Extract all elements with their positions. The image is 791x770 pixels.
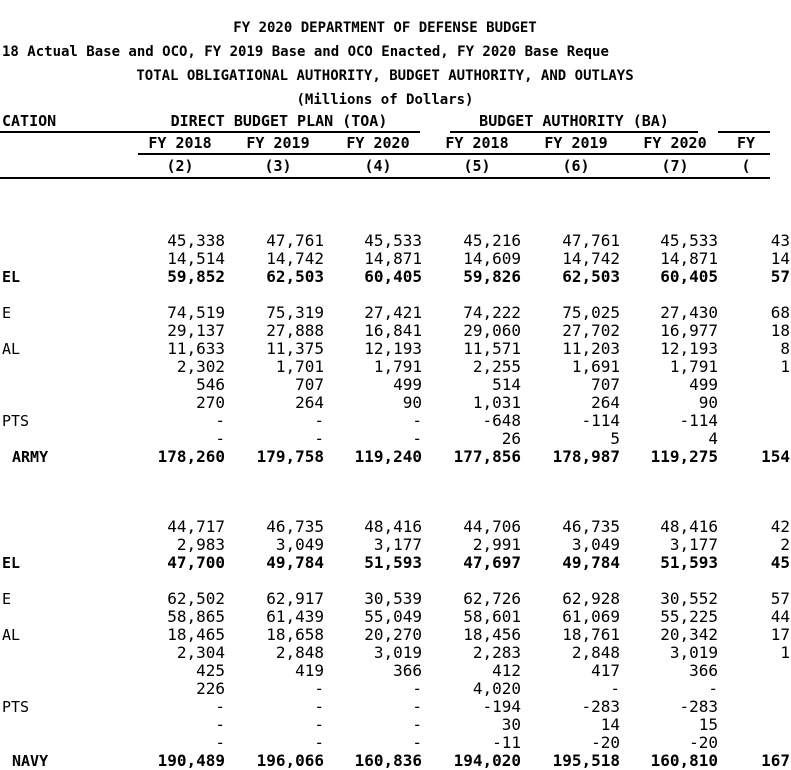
- ba-group-rule: [450, 131, 698, 133]
- column-number: (3): [264, 157, 292, 175]
- fiscal-year-header: FY 2020: [643, 134, 707, 152]
- table-cell: 4,020: [472, 679, 521, 698]
- table-cell: 2,304: [176, 643, 225, 662]
- table-cell: 12,193: [364, 339, 422, 358]
- table-cell: 27,702: [562, 321, 620, 340]
- table-cell: 412: [492, 661, 521, 680]
- ba-group-header: BUDGET AUTHORITY (BA): [479, 112, 669, 130]
- table-cell: 58,601: [463, 607, 521, 626]
- header-bottom-rule: [0, 177, 770, 179]
- table-cell: -: [314, 411, 324, 430]
- row-label: AL: [2, 340, 21, 358]
- table-cell: 154: [761, 447, 790, 466]
- table-cell: 62,502: [167, 589, 225, 608]
- column-number: (2): [166, 157, 194, 175]
- table-cell: 26: [501, 429, 521, 448]
- table-cell: 546: [196, 375, 225, 394]
- document-subtitle: 18 Actual Base and OCO, FY 2019 Base and OCO Enacted, FY 2020 Base Reque: [2, 44, 609, 60]
- fiscal-year-header: FY: [736, 134, 756, 152]
- table-cell: 14,871: [364, 249, 422, 268]
- table-cell: 18,658: [266, 625, 324, 644]
- table-cell: 2,283: [472, 643, 521, 662]
- table-cell: 3,177: [373, 535, 422, 554]
- outlays-group-rule: [718, 131, 770, 133]
- table-cell: 90: [402, 393, 422, 412]
- table-cell: 11,375: [266, 339, 324, 358]
- table-cell: 366: [689, 661, 718, 680]
- table-cell: 59,826: [463, 267, 521, 286]
- table-cell: 62,503: [266, 267, 324, 286]
- table-cell: 1: [780, 643, 790, 662]
- row-label: NAVY: [12, 752, 49, 770]
- table-cell: -11: [492, 733, 521, 752]
- column-number: (: [741, 157, 751, 175]
- row-label: E: [2, 590, 12, 608]
- table-cell: 59,852: [167, 267, 225, 286]
- table-cell: -114: [679, 411, 718, 430]
- table-cell: 14,609: [463, 249, 521, 268]
- classification-column-header: CATION: [2, 112, 57, 130]
- table-cell: 46,735: [562, 517, 620, 536]
- table-cell: -: [215, 697, 225, 716]
- table-cell: 51,593: [660, 553, 718, 572]
- fiscal-year-header: FY 2019: [246, 134, 310, 152]
- table-cell: 160,810: [650, 751, 718, 770]
- table-cell: 30,539: [364, 589, 422, 608]
- table-cell: 57: [770, 589, 790, 608]
- table-cell: 2,255: [472, 357, 521, 376]
- table-cell: 12,193: [660, 339, 718, 358]
- units-note: (Millions of Dollars): [296, 92, 474, 108]
- table-cell: 3,177: [669, 535, 718, 554]
- table-cell: 4: [708, 429, 718, 448]
- row-label: PTS: [2, 698, 30, 716]
- table-cell: 18,465: [167, 625, 225, 644]
- table-cell: 2: [780, 535, 790, 554]
- table-cell: -: [610, 679, 620, 698]
- table-cell: 1,031: [472, 393, 521, 412]
- table-cell: 27,430: [660, 303, 718, 322]
- table-cell: 5: [610, 429, 620, 448]
- table-cell: 27,421: [364, 303, 422, 322]
- table-cell: 58,865: [167, 607, 225, 626]
- table-cell: 47,697: [463, 553, 521, 572]
- toa-group-header: DIRECT BUDGET PLAN (TOA): [170, 112, 388, 130]
- table-cell: 45: [770, 553, 790, 572]
- table-cell: 43: [770, 231, 790, 250]
- column-number: (5): [463, 157, 491, 175]
- table-cell: -20: [689, 733, 718, 752]
- table-cell: 3,049: [275, 535, 324, 554]
- table-cell: 18,456: [463, 625, 521, 644]
- table-cell: 11,203: [562, 339, 620, 358]
- table-cell: 514: [492, 375, 521, 394]
- table-cell: 2,302: [176, 357, 225, 376]
- table-cell: 11,571: [463, 339, 521, 358]
- table-cell: -: [314, 733, 324, 752]
- table-cell: -114: [581, 411, 620, 430]
- table-cell: -648: [482, 411, 521, 430]
- table-cell: 270: [196, 393, 225, 412]
- table-cell: 499: [689, 375, 718, 394]
- table-cell: 160,836: [354, 751, 422, 770]
- table-cell: 74,519: [167, 303, 225, 322]
- table-cell: 44,706: [463, 517, 521, 536]
- table-cell: 45,533: [660, 231, 718, 250]
- row-label: EL: [2, 554, 21, 572]
- table-cell: 195,518: [552, 751, 620, 770]
- table-cell: 178,260: [157, 447, 225, 466]
- table-cell: 264: [591, 393, 620, 412]
- table-cell: -: [215, 715, 225, 734]
- row-label: AL: [2, 626, 21, 644]
- table-cell: 29,060: [463, 321, 521, 340]
- table-cell: 27,888: [266, 321, 324, 340]
- table-cell: 15: [698, 715, 718, 734]
- table-cell: 14: [770, 249, 790, 268]
- table-cell: 49,784: [562, 553, 620, 572]
- table-cell: 16,977: [660, 321, 718, 340]
- table-cell: 119,275: [650, 447, 718, 466]
- table-cell: 3,019: [669, 643, 718, 662]
- table-cell: 707: [295, 375, 324, 394]
- column-number: (7): [661, 157, 689, 175]
- table-cell: 61,069: [562, 607, 620, 626]
- table-cell: 46,735: [266, 517, 324, 536]
- table-cell: 167: [761, 751, 790, 770]
- table-cell: 1,791: [373, 357, 422, 376]
- table-cell: 2,991: [472, 535, 521, 554]
- table-cell: 1: [780, 357, 790, 376]
- table-cell: 57: [770, 267, 790, 286]
- fiscal-year-header: FY 2020: [346, 134, 410, 152]
- table-cell: 48,416: [660, 517, 718, 536]
- table-cell: -: [314, 715, 324, 734]
- table-cell: 177,856: [453, 447, 521, 466]
- table-cell: -194: [482, 697, 521, 716]
- table-cell: 2,848: [571, 643, 620, 662]
- table-cell: -: [412, 733, 422, 752]
- table-cell: 74,222: [463, 303, 521, 322]
- fiscal-year-header: FY 2019: [544, 134, 608, 152]
- table-cell: 16,841: [364, 321, 422, 340]
- table-cell: 44: [770, 607, 790, 626]
- table-cell: 14,871: [660, 249, 718, 268]
- column-number: (6): [562, 157, 590, 175]
- table-cell: 8: [780, 339, 790, 358]
- table-cell: 47,700: [167, 553, 225, 572]
- table-cell: 44,717: [167, 517, 225, 536]
- table-cell: 226: [196, 679, 225, 698]
- table-cell: 119,240: [354, 447, 422, 466]
- table-cell: 75,025: [562, 303, 620, 322]
- table-cell: 20,342: [660, 625, 718, 644]
- fiscal-year-header: FY 2018: [445, 134, 509, 152]
- table-cell: 2,983: [176, 535, 225, 554]
- table-cell: 30,552: [660, 589, 718, 608]
- table-cell: -: [314, 697, 324, 716]
- table-cell: 499: [393, 375, 422, 394]
- table-cell: 20,270: [364, 625, 422, 644]
- header-rule-left: [0, 131, 138, 133]
- table-cell: 29,137: [167, 321, 225, 340]
- row-label: EL: [2, 268, 21, 286]
- table-cell: 3,019: [373, 643, 422, 662]
- table-cell: 45,338: [167, 231, 225, 250]
- table-cell: -: [412, 429, 422, 448]
- table-cell: 178,987: [552, 447, 620, 466]
- table-cell: -: [215, 733, 225, 752]
- table-cell: 425: [196, 661, 225, 680]
- table-cell: 194,020: [453, 751, 521, 770]
- table-cell: 18: [770, 321, 790, 340]
- table-cell: 55,049: [364, 607, 422, 626]
- table-cell: 707: [591, 375, 620, 394]
- table-cell: 30: [501, 715, 521, 734]
- table-cell: 419: [295, 661, 324, 680]
- table-cell: 1,691: [571, 357, 620, 376]
- table-cell: 14,742: [562, 249, 620, 268]
- table-cell: 48,416: [364, 517, 422, 536]
- toa-group-rule: [138, 131, 420, 133]
- table-cell: -283: [679, 697, 718, 716]
- table-cell: 1,791: [669, 357, 718, 376]
- table-cell: 49,784: [266, 553, 324, 572]
- table-cell: 62,726: [463, 589, 521, 608]
- table-cell: 11,633: [167, 339, 225, 358]
- year-row-rule: [138, 153, 770, 155]
- row-label: E: [2, 304, 12, 322]
- table-cell: 47,761: [266, 231, 324, 250]
- table-cell: 1,701: [275, 357, 324, 376]
- table-cell: 62,503: [562, 267, 620, 286]
- table-cell: -: [314, 429, 324, 448]
- table-cell: 17: [770, 625, 790, 644]
- table-cell: 14,514: [167, 249, 225, 268]
- table-cell: 264: [295, 393, 324, 412]
- table-cell: -: [412, 697, 422, 716]
- column-number: (4): [364, 157, 392, 175]
- row-label: ARMY: [12, 448, 49, 466]
- table-cell: 179,758: [256, 447, 324, 466]
- table-cell: 47,761: [562, 231, 620, 250]
- table-cell: -: [314, 679, 324, 698]
- row-label: PTS: [2, 412, 30, 430]
- document-title: FY 2020 DEPARTMENT OF DEFENSE BUDGET: [233, 20, 537, 36]
- table-cell: 62,917: [266, 589, 324, 608]
- table-cell: 42: [770, 517, 790, 536]
- table-cell: 18,761: [562, 625, 620, 644]
- table-cell: 90: [698, 393, 718, 412]
- table-cell: -: [215, 411, 225, 430]
- table-cell: -20: [591, 733, 620, 752]
- table-cell: 14: [600, 715, 620, 734]
- table-cell: 55,225: [660, 607, 718, 626]
- table-cell: 14,742: [266, 249, 324, 268]
- table-cell: 60,405: [660, 267, 718, 286]
- table-cell: 190,489: [157, 751, 225, 770]
- table-cell: -: [412, 715, 422, 734]
- fiscal-year-header: FY 2018: [148, 134, 212, 152]
- table-cell: 51,593: [364, 553, 422, 572]
- table-cell: 196,066: [256, 751, 324, 770]
- table-cell: 45,216: [463, 231, 521, 250]
- document-subtitle-2: TOTAL OBLIGATIONAL AUTHORITY, BUDGET AUTHORITY, AND OUTLAYS: [136, 68, 634, 84]
- table-cell: 75,319: [266, 303, 324, 322]
- table-cell: -283: [581, 697, 620, 716]
- table-cell: 62,928: [562, 589, 620, 608]
- table-cell: 60,405: [364, 267, 422, 286]
- table-cell: -: [708, 679, 718, 698]
- table-cell: -: [215, 429, 225, 448]
- table-cell: 3,049: [571, 535, 620, 554]
- table-cell: 68: [770, 303, 790, 322]
- table-cell: 2,848: [275, 643, 324, 662]
- table-cell: 45,533: [364, 231, 422, 250]
- table-cell: -: [412, 411, 422, 430]
- table-cell: 417: [591, 661, 620, 680]
- table-cell: -: [412, 679, 422, 698]
- table-cell: 61,439: [266, 607, 324, 626]
- table-cell: 366: [393, 661, 422, 680]
